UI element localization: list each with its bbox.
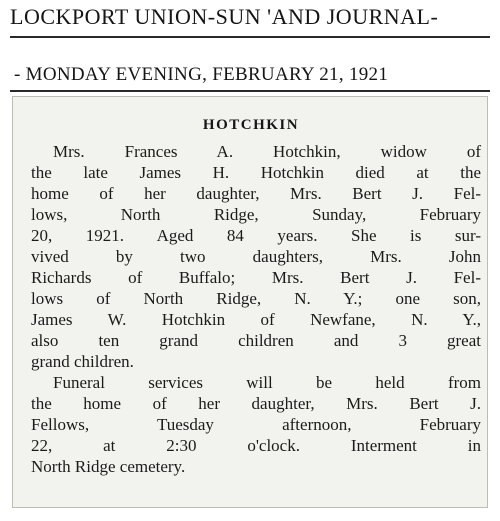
article-line: grand children.: [31, 352, 134, 371]
article-line: Funeral services will be held from: [53, 373, 481, 392]
article-line: lows of North Ridge, N. Y.; one son,: [31, 289, 481, 308]
article-line: James W. Hotchkin of Newfane, N. Y.,: [31, 310, 481, 329]
newspaper-dateline: - MONDAY EVENING, FEBRUARY 21, 1921: [14, 64, 389, 85]
article-line: Richards of Buffalo; Mrs. Bert J. Fel-: [31, 268, 481, 287]
newspaper-masthead: LOCKPORT UNION-SUN 'AND JOURNAL-: [10, 4, 439, 29]
article-line: Mrs. Frances A. Hotchkin, widow of: [53, 142, 481, 161]
article-line: North Ridge cemetery.: [31, 457, 186, 476]
article-line: vived by two daughters, Mrs. John: [31, 247, 481, 266]
obituary-headline: HOTCHKIN: [202, 117, 300, 133]
obituary-clipping: [12, 96, 488, 508]
article-line: lows, North Ridge, Sunday, February: [31, 205, 481, 224]
article-line: home of her daughter, Mrs. Bert J. Fel-: [31, 184, 481, 203]
article-line: 22, at 2:30 o'clock. Interment in: [31, 436, 481, 455]
article-line: also ten grand children and 3 great: [31, 331, 481, 350]
dateline-rule: [10, 90, 490, 92]
article-line: Fellows, Tuesday afternoon, February: [31, 415, 481, 434]
article-line: 20, 1921. Aged 84 years. She is sur-: [31, 226, 481, 245]
article-line: the home of her daughter, Mrs. Bert J.: [31, 394, 481, 413]
masthead-rule: [10, 36, 490, 38]
article-line: the late James H. Hotchkin died at the: [31, 163, 481, 182]
